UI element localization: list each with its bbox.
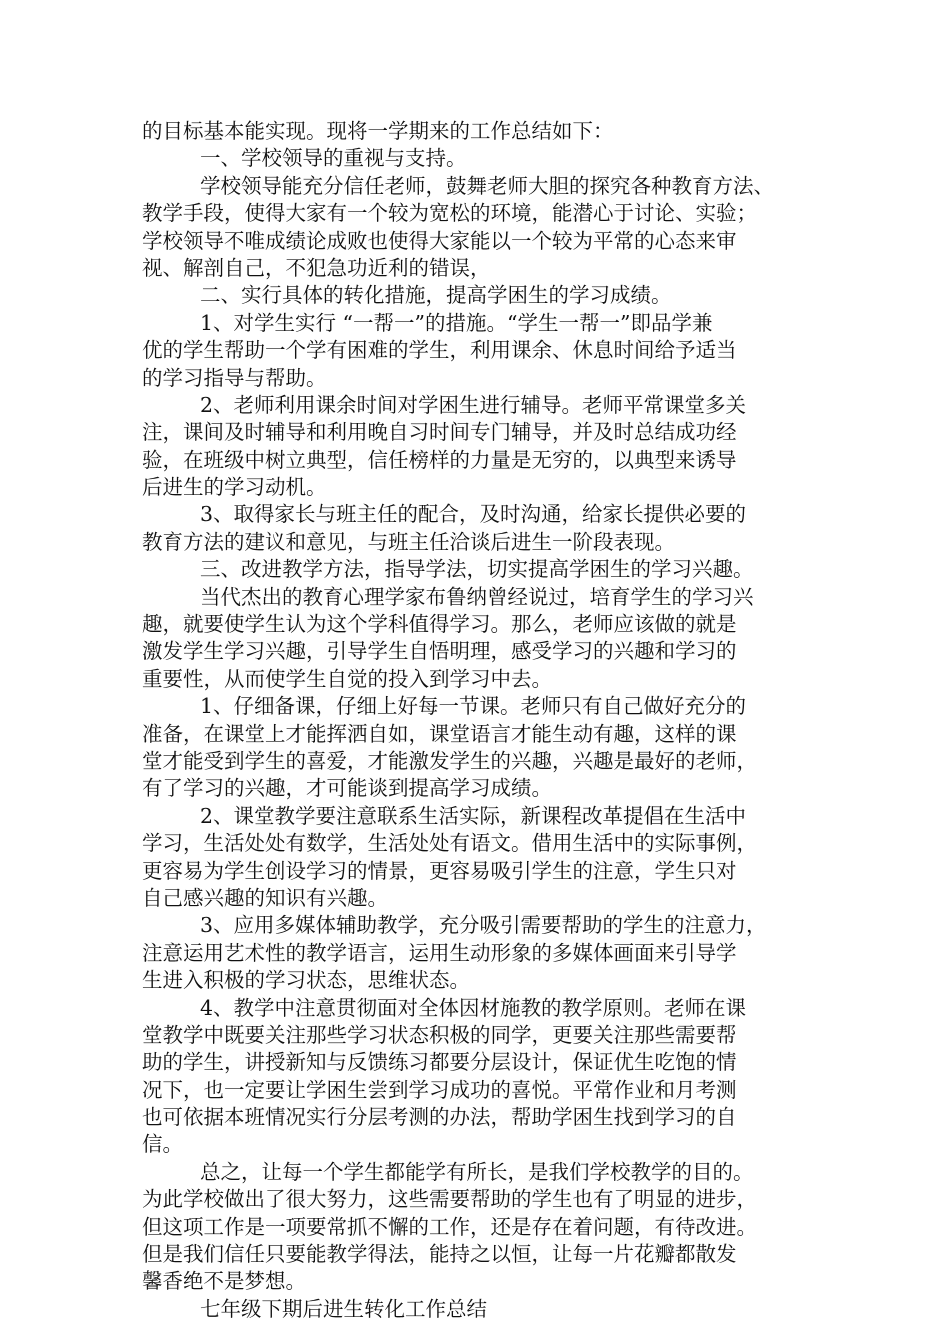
text-line: 馨香绝不是梦想。: [142, 1269, 306, 1294]
text-line: 教学手段，使得大家有一个较为宽松的环境，能潜心于讨论、实验；: [142, 201, 757, 226]
text-line: 生进入积极的学习状态，思维状态。: [142, 968, 470, 993]
text-line: 2、课堂教学要注意联系生活实际，新课程改革提倡在生活中: [200, 803, 747, 828]
text-line: 优的学生帮助一个学有困难的学生，利用课余、休息时间给予适当: [142, 338, 737, 363]
text-line: 2、老师利用课余时间对学困生进行辅导。老师平常课堂多关: [200, 392, 747, 417]
text-line: 一、学校领导的重视与支持。: [200, 146, 467, 171]
text-line: 注意运用艺术性的教学语言，运用生动形象的多媒体画面来引导学: [142, 940, 737, 965]
text-line: 学校领导不唯成绩论成败也使得大家能以一个较为平常的心态来审: [142, 228, 737, 253]
text-line: 趣，就要使学生认为这个学科值得学习。那么，老师应该做的就是: [142, 612, 737, 637]
text-line: 信。: [142, 1132, 183, 1157]
text-line: 学校领导能充分信任老师，鼓舞老师大胆的探究各种教育方法、: [200, 173, 774, 198]
text-line: 堂教学中既要关注那些学习状态积极的同学，更要关注那些需要帮: [142, 1022, 737, 1047]
text-line: 1、仔细备课，仔细上好每一节课。老师只有自己做好充分的: [200, 694, 747, 719]
text-line: 为此学校做出了很大努力，这些需要帮助的学生也有了明显的进步，: [142, 1187, 757, 1212]
text-line: 1、对学生实行 “一帮一”的措施。“学生一帮一”即品学兼: [200, 310, 713, 335]
text-line: 助的学生，讲授新知与反馈练习都要分层设计，保证优生吃饱的情: [142, 1050, 737, 1075]
text-line: 有了学习的兴趣，才可能谈到提高学习成绩。: [142, 776, 552, 801]
text-line: 二、实行具体的转化措施，提高学困生的学习成绩。: [200, 283, 672, 308]
text-line: 自己感兴趣的知识有兴趣。: [142, 885, 388, 910]
text-line: 注，课间及时辅导和利用晚自习时间专门辅导，并及时总结成功经: [142, 420, 737, 445]
text-line: 当代杰出的教育心理学家布鲁纳曾经说过，培育学生的学习兴: [200, 584, 754, 609]
text-line: 的学习指导与帮助。: [142, 365, 327, 390]
text-line: 激发学生学习兴趣，引导学生自悟明理，感受学习的兴趣和学习的: [142, 639, 737, 664]
text-line: 的目标基本能实现。现将一学期来的工作总结如下：: [142, 119, 614, 143]
text-line: 但是我们信任只要能教学得法，能持之以恒，让每一片花瓣都散发: [142, 1242, 737, 1267]
text-line: 堂才能受到学生的喜爱，才能激发学生的兴趣，兴趣是最好的老师，: [142, 748, 757, 773]
text-line: 3、应用多媒体辅助教学，充分吸引需要帮助的学生的注意力，: [200, 913, 767, 938]
text-line: 总之，让每一个学生都能学有所长，是我们学校教学的目的。: [200, 1159, 754, 1184]
text-line: 准备，在课堂上才能挥洒自如，课堂语言才能生动有趣，这样的课: [142, 721, 737, 746]
text-line: 验，在班级中树立典型，信任榜样的力量是无穷的，以典型来诱导: [142, 447, 737, 472]
text-line: 但这项工作是一项要常抓不懈的工作，还是存在着问题，有待改进。: [142, 1214, 757, 1239]
text-line: 4、教学中注意贯彻面对全体因材施教的教学原则。老师在课: [200, 995, 747, 1020]
text-line: 视、解剖自己，不犯急功近利的错误，: [142, 255, 491, 280]
text-line: 学习，生活处处有数学，生活处处有语文。借用生活中的实际事例，: [142, 831, 757, 856]
text-line: 重要性，从而使学生自觉的投入到学习中去。: [142, 666, 552, 691]
text-line: 三、改进教学方法，指导学法，切实提高学困生的学习兴趣。: [200, 557, 754, 582]
text-line: 更容易为学生创设学习的情景，更容易吸引学生的注意，学生只对: [142, 858, 737, 883]
text-line: 教育方法的建议和意见，与班主任洽谈后进生一阶段表现。: [142, 529, 675, 554]
text-line: 况下，也一定要让学困生尝到学习成功的喜悦。平常作业和月考测: [142, 1077, 737, 1102]
text-line: 后进生的学习动机。: [142, 475, 327, 500]
text-line: 也可依据本班情况实行分层考测的办法，帮助学困生找到学习的自: [142, 1105, 737, 1130]
text-line: 3、取得家长与班主任的配合，及时沟通，给家长提供必要的: [200, 502, 747, 527]
document-body: [142, 118, 812, 1323]
text-line: 七年级下期后进生转化工作总结: [200, 1296, 487, 1321]
